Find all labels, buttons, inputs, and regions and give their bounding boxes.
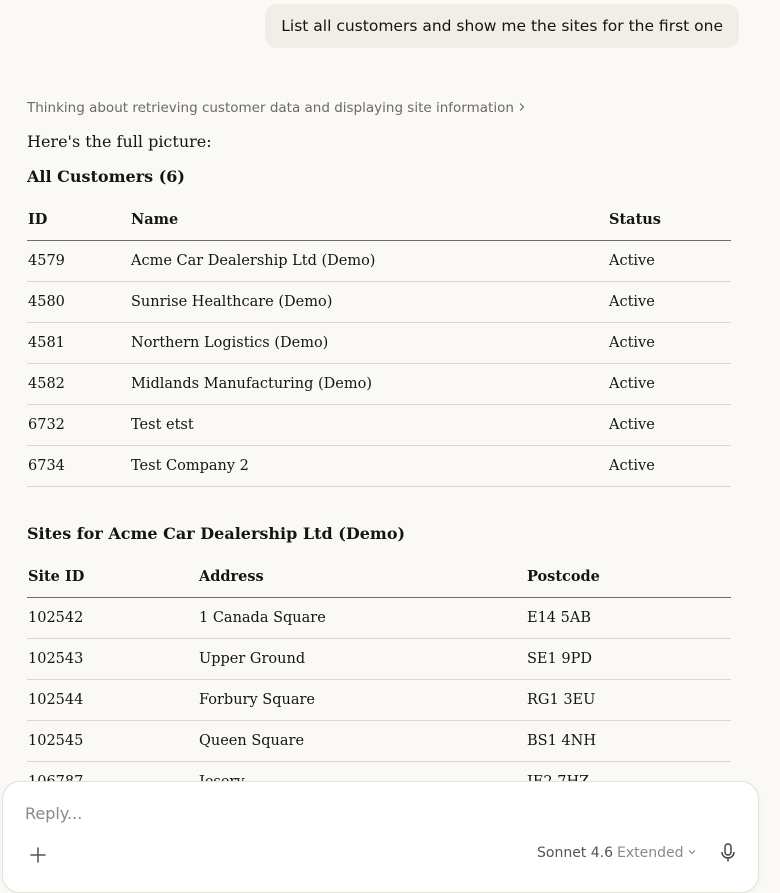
customer-id: 4580 [27, 282, 130, 323]
customer-id: 4579 [27, 241, 130, 282]
add-attachment-button[interactable] [23, 840, 53, 870]
table-row [27, 721, 731, 762]
site-address: Queen Square [198, 721, 526, 762]
sites-heading: Sites for Acme Car Dealership Ltd (Demo) [27, 524, 406, 543]
column-header-id: ID [27, 199, 130, 241]
site-id: 102545 [27, 721, 198, 762]
user-message-text: List all customers and show me the sites for the first one [281, 17, 723, 35]
customer-status: Active [608, 405, 731, 446]
table-header-row [27, 556, 731, 598]
sites-table [27, 556, 731, 803]
chevron-right-icon [518, 97, 526, 121]
customer-name: Northern Logistics (Demo) [130, 323, 608, 364]
customer-status: Active [608, 446, 731, 487]
site-postcode: SE1 9PD [526, 639, 731, 680]
customer-id: 4581 [27, 323, 130, 364]
site-id: 102543 [27, 639, 198, 680]
reply-input[interactable] [25, 800, 625, 826]
table-header-row [27, 199, 731, 241]
reply-composer [2, 781, 759, 893]
customer-id: 4582 [27, 364, 130, 405]
column-header-address: Address [198, 556, 526, 598]
model-name: Sonnet 4.6 [537, 845, 614, 861]
voice-input-button[interactable] [715, 840, 741, 866]
site-postcode: RG1 3EU [526, 680, 731, 721]
site-address: Forbury Square [198, 680, 526, 721]
site-postcode: E14 5AB [526, 598, 731, 639]
column-header-status: Status [608, 199, 731, 241]
column-header-site-id: Site ID [27, 556, 198, 598]
table-row [27, 241, 731, 282]
model-selector[interactable] [537, 842, 697, 864]
customers-heading: All Customers (6) [27, 167, 185, 186]
table-row [27, 364, 731, 405]
table-row [27, 446, 731, 487]
customer-status: Active [608, 282, 731, 323]
site-id: 102544 [27, 680, 198, 721]
site-postcode: BS1 4NH [526, 721, 731, 762]
column-header-name: Name [130, 199, 608, 241]
customer-id: 6734 [27, 446, 130, 487]
table-row [27, 598, 731, 639]
user-message-bubble [265, 4, 739, 48]
site-address: Upper Ground [198, 639, 526, 680]
column-header-postcode: Postcode [526, 556, 731, 598]
model-mode: Extended [617, 845, 684, 861]
table-row [27, 405, 731, 446]
table-row [27, 282, 731, 323]
customer-name: Acme Car Dealership Ltd (Demo) [130, 241, 608, 282]
table-row [27, 323, 731, 364]
customer-status: Active [608, 364, 731, 405]
thinking-label: Thinking about retrieving customer data and displaying site information [27, 100, 514, 116]
customers-table [27, 199, 731, 487]
plus-icon [23, 858, 53, 873]
customer-status: Active [608, 241, 731, 282]
chevron-down-icon [687, 842, 697, 864]
response-intro: Here's the full picture: [27, 132, 212, 151]
microphone-icon [715, 854, 741, 869]
customer-name: Test Company 2 [130, 446, 608, 487]
table-row [27, 680, 731, 721]
customer-name: Midlands Manufacturing (Demo) [130, 364, 608, 405]
table-row [27, 639, 731, 680]
assistant-response [27, 128, 731, 749]
customer-name: Test etst [130, 405, 608, 446]
site-address: 1 Canada Square [198, 598, 526, 639]
customer-status: Active [608, 323, 731, 364]
site-id: 102542 [27, 598, 198, 639]
thinking-toggle[interactable] [27, 96, 748, 120]
customer-name: Sunrise Healthcare (Demo) [130, 282, 608, 323]
customer-id: 6732 [27, 405, 130, 446]
